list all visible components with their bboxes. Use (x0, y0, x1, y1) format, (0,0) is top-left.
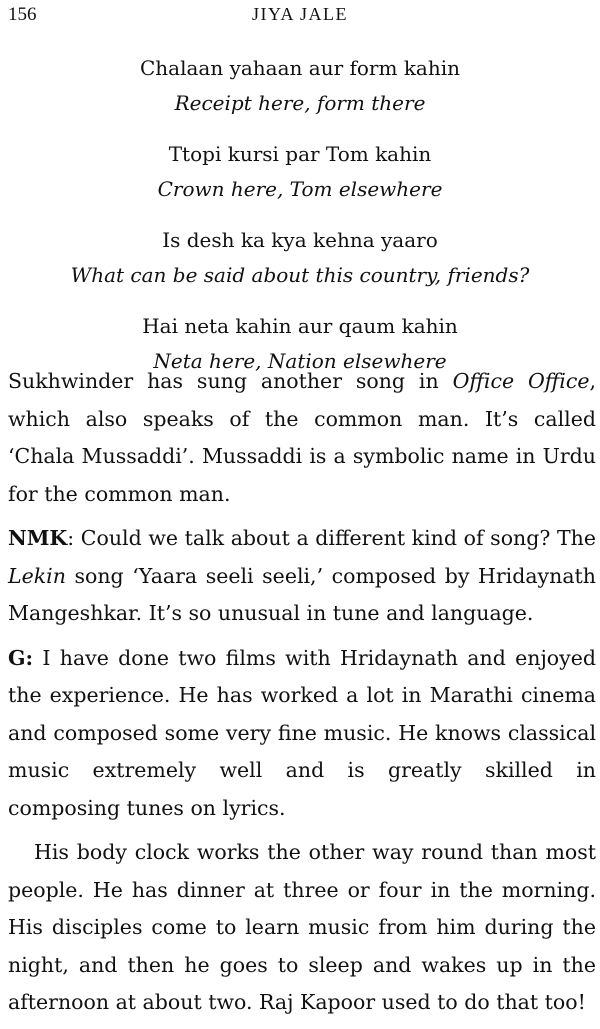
verse-translation-line: Receipt here, form there (174, 91, 426, 115)
running-title: JIYA JALE (251, 4, 348, 24)
verse-stanza (0, 222, 600, 292)
verse-stanza (0, 136, 600, 206)
song-verse (0, 50, 600, 394)
body-text (8, 363, 596, 1029)
verse-original-line: Is desh ka kya kehna yaaro (162, 228, 438, 252)
verse-original-line: Chalaan yahaan aur form kahin (139, 56, 461, 80)
page-number: 156 (8, 4, 37, 25)
paragraph-text: : Could we talk about a different kind of song? The (67, 526, 596, 550)
verse-original-line: Ttopi kursi par Tom kahin (168, 142, 432, 166)
paragraph (8, 640, 596, 828)
running-header (0, 4, 600, 28)
paragraph (8, 520, 596, 633)
paragraph-text: His body clock works the other way round than most people. He has dinner at three or four in the morning. His disciples come to learn music from him during the night, and then he goes to sleep and wakes up in the afternoon at about two. Raj Kapoor used to do that too! (8, 840, 596, 1014)
speaker-label: G: (8, 645, 34, 670)
speaker-label: NMK (8, 526, 68, 550)
paragraph-text: , which also speaks of the common man. It’s called ‘Chala Mussaddi’. Mussaddi is a symbolic name in Urdu for the common man. (8, 369, 596, 506)
paragraph (8, 363, 596, 513)
verse-translation-line: What can be said about this country, friends? (70, 263, 530, 287)
paragraph-text: song ‘Yaara seeli seeli,’ composed by Hridaynath Mangeshkar. It’s so unusual in tune and language. (8, 563, 596, 625)
film-title: Office Office (452, 369, 590, 393)
verse-stanza (0, 50, 600, 120)
verse-original-line: Hai neta kahin aur qaum kahin (142, 314, 458, 338)
paragraph-text: I have done two films with Hridaynath and enjoyed the experience. He has worked a lot in Marathi cinema and composed some very fine music. He knows classical music extremely well and is greatly skilled in composing tunes on lyrics. (8, 645, 596, 820)
film-title: Lekin (8, 563, 66, 588)
paragraph (8, 834, 596, 1022)
verse-translation-line: Crown here, Tom elsewhere (157, 177, 443, 201)
paragraph-text: Sukhwinder has sung another song in (8, 369, 453, 393)
verse-translation-line: Neta here, Nation elsewhere (153, 349, 447, 373)
